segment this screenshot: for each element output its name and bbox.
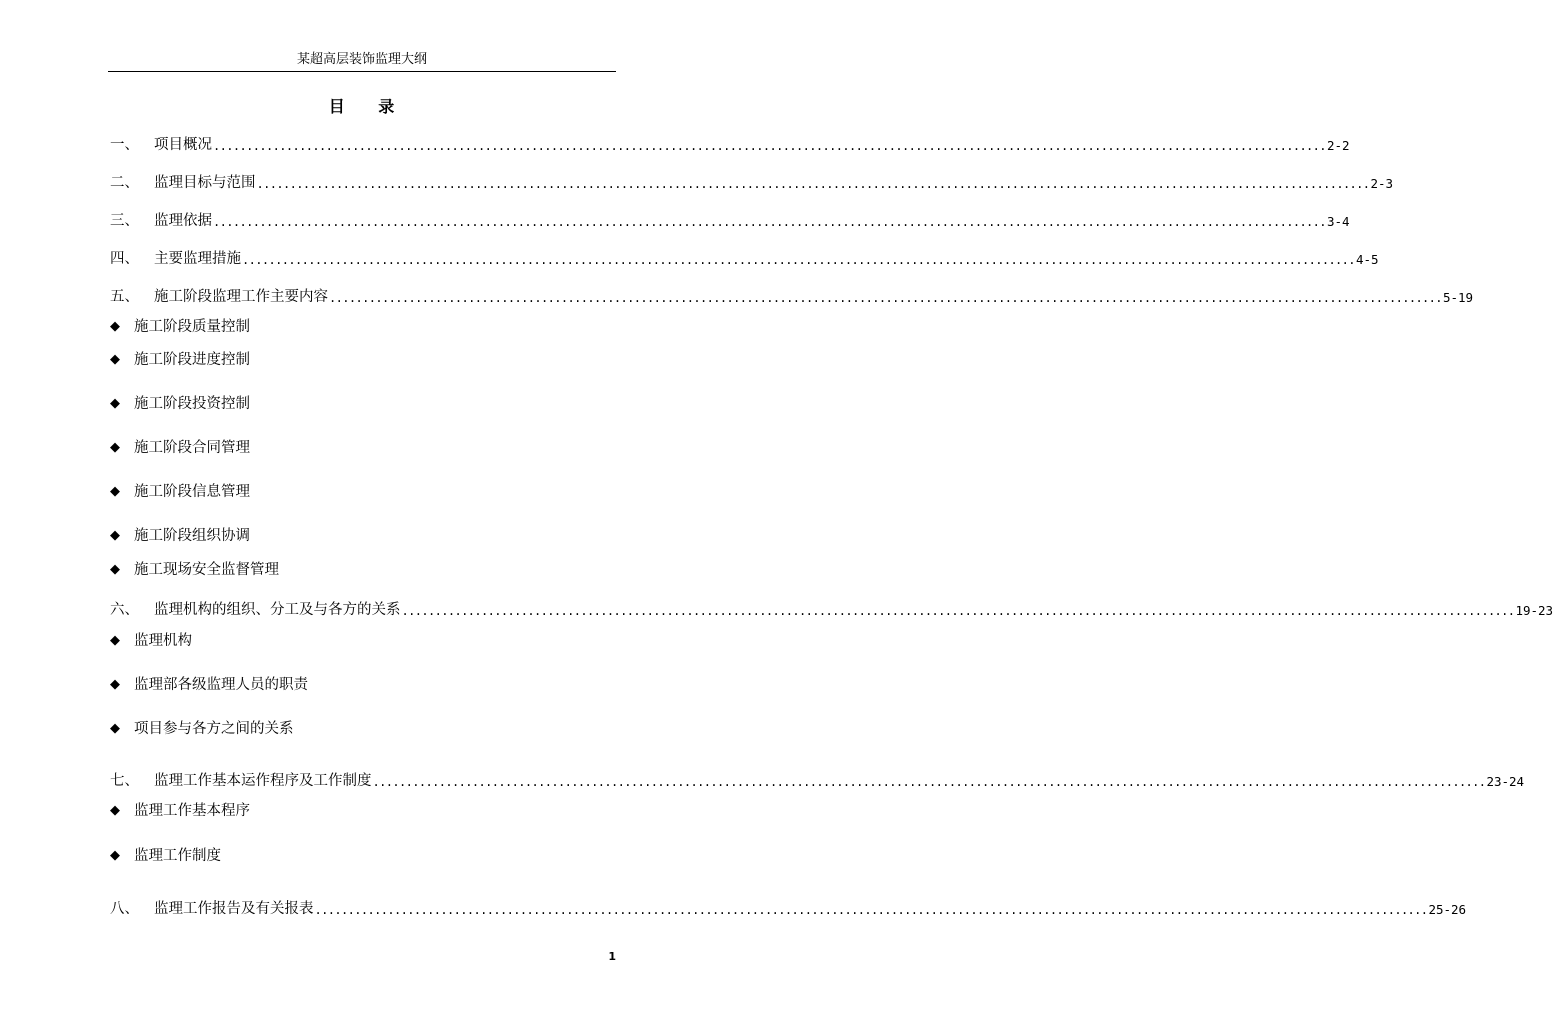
toc-subitem-label: 施工现场安全监督管理 [134,562,279,578]
toc-subitem[interactable] [110,526,250,546]
toc-entry[interactable] [110,249,1379,269]
toc-entry[interactable] [110,211,1350,231]
document-header-title: 某超高层装饰监理大纲 [296,52,427,67]
toc-entry-label: 主要监理措施 [154,251,241,267]
toc-entry-pages: 19-23 [1515,603,1553,618]
toc-subitem-label: 施工阶段进度控制 [134,352,250,368]
toc-subitem[interactable] [110,482,250,502]
toc-subitem-label: 监理工作制度 [134,848,221,864]
toc-entry-pages: 3-4 [1326,214,1350,229]
dot-leader: ........................................................................................................................................................................ [242,253,1355,267]
diamond-bullet-icon: ◆ [110,848,120,863]
diamond-bullet-icon: ◆ [110,484,120,499]
toc-subitem-label: 施工阶段合同管理 [134,440,250,456]
diamond-bullet-icon: ◆ [110,721,120,736]
toc-entry-number: 六、 [110,602,139,618]
dot-leader: ........................................................................................................................................................................ [329,291,1442,305]
toc-subitem-label: 施工阶段投资控制 [134,396,250,412]
diamond-bullet-icon: ◆ [110,562,120,577]
toc-entry-label: 监理目标与范围 [154,175,256,191]
toc-subitem[interactable] [110,560,279,580]
toc-entry[interactable] [110,771,1525,791]
toc-entry-label: 施工阶段监理工作主要内容 [154,289,328,305]
dot-leader: ........................................................................................................................................................................ [256,177,1370,191]
toc-subitem[interactable] [110,719,294,739]
toc-entry[interactable] [110,173,1394,193]
toc-subitem[interactable] [110,801,250,821]
dot-leader: ........................................................................................................................................................................ [314,903,1428,917]
toc-entry[interactable] [110,135,1350,155]
toc-entry-pages: 25-26 [1428,902,1467,917]
diamond-bullet-icon: ◆ [110,319,120,334]
toc-subitem-label: 施工阶段信息管理 [134,484,250,500]
toc-entry-pages: 2-3 [1370,176,1394,191]
toc-entry-number: 五、 [110,289,139,305]
toc-entry-number: 七、 [110,773,139,789]
toc-entry-pages: 2-2 [1326,138,1350,153]
toc-subitem[interactable] [110,438,250,458]
diamond-bullet-icon: ◆ [110,352,120,367]
toc-subitem-label: 监理工作基本程序 [134,803,250,819]
dot-leader: ........................................................................................................................................................................ [401,604,1515,618]
toc-entry-pages: 5-19 [1442,290,1474,305]
diamond-bullet-icon: ◆ [110,633,120,648]
toc-entry-label: 监理工作基本运作程序及工作制度 [154,773,372,789]
toc-subitem-label: 监理机构 [134,633,192,649]
toc-entry-pages: 4-5 [1355,252,1379,267]
page-number: 1 [608,950,616,963]
toc-entry-number: 一、 [110,137,139,153]
toc-subitem[interactable] [110,631,192,651]
header-rule [108,71,616,72]
diamond-bullet-icon: ◆ [110,396,120,411]
toc-entry-pages: 23-24 [1486,774,1525,789]
toc-subitem-label: 施工阶段组织协调 [134,528,250,544]
toc-entry-number: 四、 [110,251,139,267]
toc-subitem[interactable] [110,675,308,695]
toc-entry-label: 监理依据 [154,213,212,229]
toc-subitem-label: 项目参与各方之间的关系 [134,721,294,737]
toc-entry[interactable] [110,899,1467,919]
diamond-bullet-icon: ◆ [110,440,120,455]
toc-entry[interactable] [110,287,1474,307]
toc-entry[interactable] [110,600,1553,620]
dot-leader: ........................................................................................................................................................................ [213,139,1326,153]
toc-entry-number: 三、 [110,213,139,229]
diamond-bullet-icon: ◆ [110,677,120,692]
toc-subitem[interactable] [110,846,221,866]
toc-entry-label: 监理机构的组织、分工及与各方的关系 [154,602,401,618]
toc-entry-number: 二、 [110,175,139,191]
toc-subitem[interactable] [110,394,250,414]
dot-leader: ........................................................................................................................................................................ [213,215,1326,229]
dot-leader: ........................................................................................................................................................................ [372,775,1486,789]
toc-subitem[interactable] [110,350,250,370]
diamond-bullet-icon: ◆ [110,528,120,543]
toc-entry-label: 项目概况 [154,137,212,153]
toc-subitem-label: 施工阶段质量控制 [134,319,250,335]
toc-entry-label: 监理工作报告及有关报表 [154,901,314,917]
toc-title: 目 录 [328,97,396,116]
diamond-bullet-icon: ◆ [110,803,120,818]
toc-subitem[interactable] [110,317,250,337]
toc-entry-number: 八、 [110,901,139,917]
toc-subitem-label: 监理部各级监理人员的职责 [134,677,308,693]
